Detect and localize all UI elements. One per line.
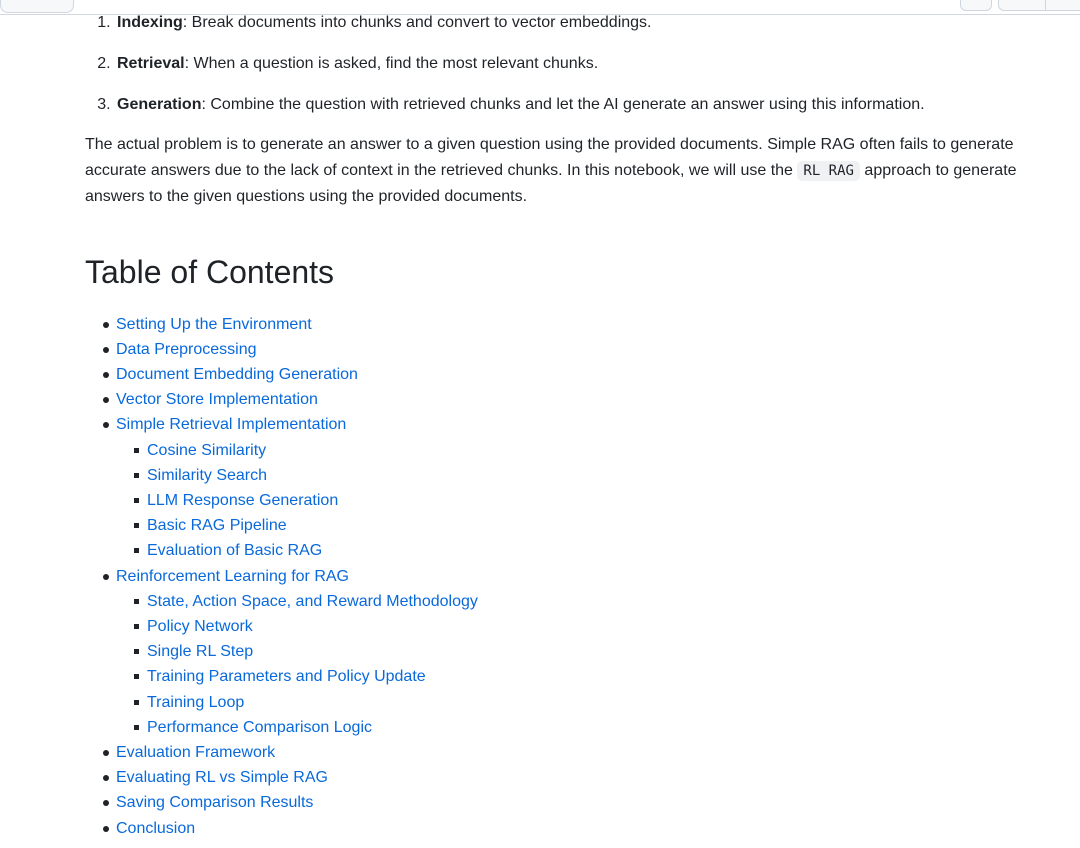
- toc-subitem: [134, 538, 1055, 563]
- toc-item: [102, 564, 1055, 740]
- toc-subitem: [134, 664, 1055, 689]
- toc-subitem: [134, 614, 1055, 639]
- step-text: : Combine the question with retrieved chunks and let the AI generate an answer using this information.: [201, 96, 925, 113]
- toc-item: [102, 387, 1055, 412]
- toc-link-conclusion[interactable]: Conclusion: [116, 819, 196, 837]
- step-term: Generation: [117, 96, 202, 113]
- toc-item: [102, 312, 1055, 337]
- toc-subitem: [134, 513, 1055, 538]
- paragraph-text-before: The actual problem is to generate an answer to a given question using the provided documents. Simple RAG often fails to generate accurate answers due to the lack of context in the retrieved chunks. In this notebook, we will use the: [85, 136, 1014, 179]
- toc-subitem: [134, 639, 1055, 664]
- toc-link-policy-network[interactable]: Policy Network: [147, 617, 253, 635]
- toc-link-basic-eval[interactable]: Evaluation of Basic RAG: [147, 542, 323, 560]
- markdown-body: [85, 0, 1055, 841]
- toc-subitem: [134, 715, 1055, 740]
- intro-paragraph: [85, 132, 1055, 210]
- toc-subitem: [134, 690, 1055, 715]
- paragraph-text-after: approach to generate answers to the given questions using the provided documents.: [85, 161, 1017, 205]
- toc-link-eval-framework[interactable]: Evaluation Framework: [116, 743, 276, 761]
- toc-item: [102, 740, 1055, 765]
- toc-item: [102, 790, 1055, 815]
- step-indexing: [115, 10, 1055, 35]
- step-text: : When a question is asked, find the most relevant chunks.: [184, 55, 599, 72]
- toc-link-simple-retrieval[interactable]: Simple Retrieval Implementation: [116, 416, 347, 434]
- step-text: : Break documents into chunks and convert to vector embeddings.: [182, 14, 652, 31]
- toolbar-tab[interactable]: [0, 0, 74, 13]
- toc-link-rl-for-rag[interactable]: Reinforcement Learning for RAG: [116, 567, 349, 585]
- toc-subitem: [134, 488, 1055, 513]
- toc-item: [102, 816, 1055, 841]
- toc-subitem: [134, 438, 1055, 463]
- toc-item: [102, 765, 1055, 790]
- step-retrieval: [115, 51, 1055, 76]
- toc-subitem: [134, 463, 1055, 488]
- rag-steps-list: [85, 10, 1055, 117]
- toc-heading: Table of Contents: [85, 253, 335, 290]
- toc-link-setup[interactable]: Setting Up the Environment: [116, 315, 312, 333]
- toc-link-vector-store[interactable]: Vector Store Implementation: [116, 391, 318, 409]
- toc-link-rl-vs-simple[interactable]: Evaluating RL vs Simple RAG: [116, 769, 328, 787]
- toc-item: [102, 362, 1055, 387]
- step-term: Retrieval: [117, 55, 185, 72]
- toc-item: [102, 337, 1055, 362]
- toc-link-cosine[interactable]: Cosine Similarity: [147, 441, 267, 459]
- inline-code: RL RAG: [797, 161, 860, 181]
- toc-link-perf-comparison[interactable]: Performance Comparison Logic: [147, 718, 372, 736]
- toc-link-preprocessing[interactable]: Data Preprocessing: [116, 340, 257, 358]
- toc-sublist: [116, 589, 1055, 740]
- toc-link-state-action[interactable]: State, Action Space, and Reward Methodology: [147, 592, 478, 610]
- toc-link-embedding[interactable]: Document Embedding Generation: [116, 365, 358, 383]
- toc-subitem: [134, 589, 1055, 614]
- toc-link-training-params[interactable]: Training Parameters and Policy Update: [147, 668, 426, 686]
- toc-link-similarity-search[interactable]: Similarity Search: [147, 466, 268, 484]
- step-term: Indexing: [117, 14, 183, 31]
- toc-link-saving-results[interactable]: Saving Comparison Results: [116, 794, 314, 812]
- toc-link-single-step[interactable]: Single RL Step: [147, 643, 254, 661]
- step-generation: [115, 92, 1055, 117]
- toc-link-basic-pipeline[interactable]: Basic RAG Pipeline: [147, 517, 287, 535]
- toc-list: [85, 312, 1055, 841]
- toc-link-training-loop[interactable]: Training Loop: [147, 693, 245, 711]
- toc-item: [102, 412, 1055, 563]
- toc-link-llm-response[interactable]: LLM Response Generation: [147, 491, 339, 509]
- toc-sublist: [116, 438, 1055, 564]
